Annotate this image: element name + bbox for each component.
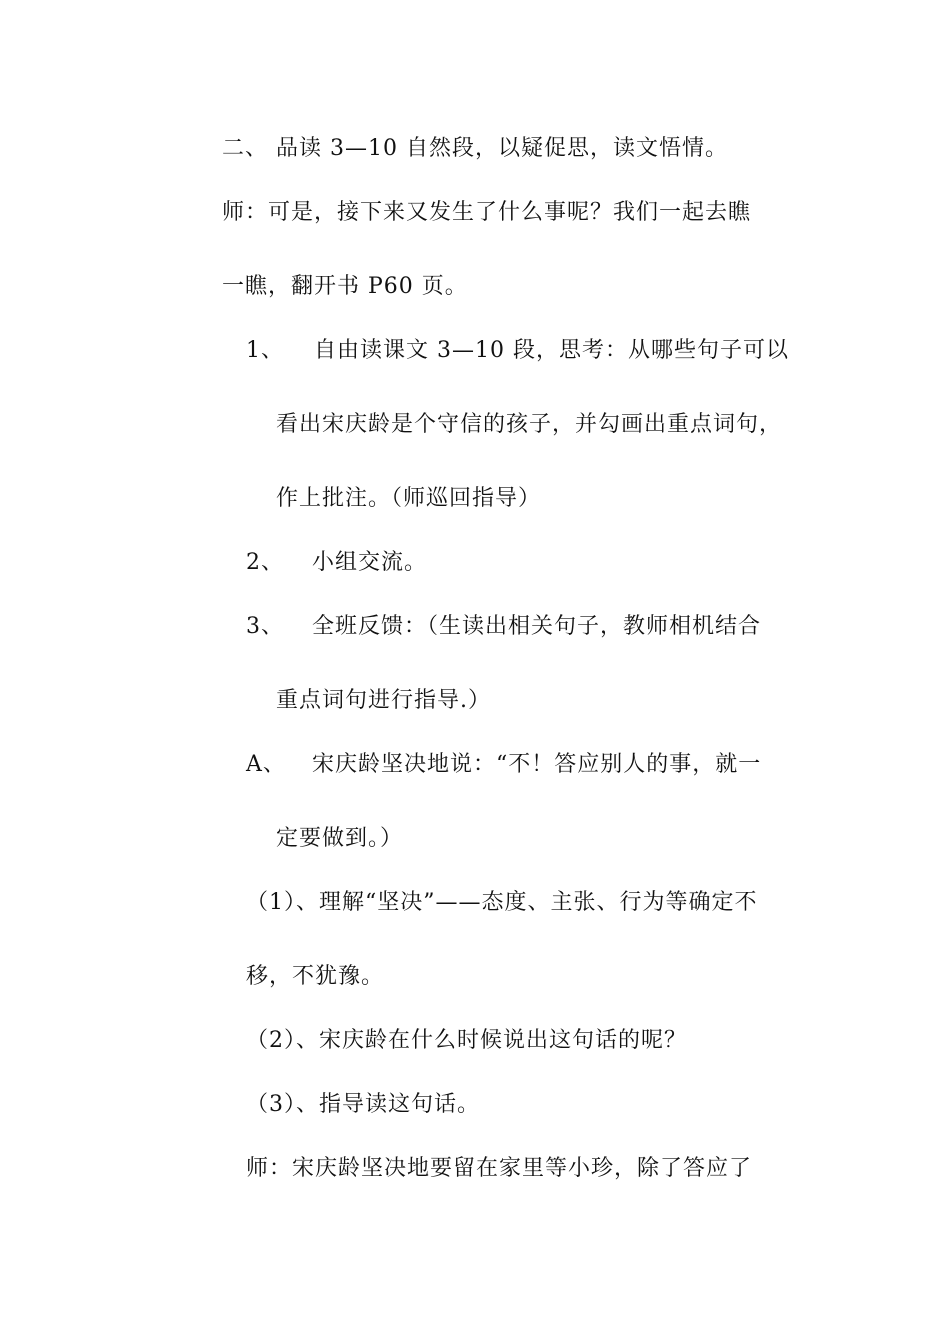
- paragraph-line: （2）、宋庆龄在什么时候说出这句话的呢？: [246, 1028, 687, 1053]
- list-item-text: 重点词句进行指导.）: [276, 688, 491, 713]
- list-number: A、: [246, 752, 286, 777]
- list-item-text: 自由读课文 3—10 段，思考：从哪些句子可以: [314, 338, 789, 363]
- paragraph-line: 移，不犹豫。: [246, 964, 385, 989]
- list-item-text: 全班反馈：（生读出相关句子，教师相机结合: [312, 614, 762, 639]
- paragraph-line: 一瞧，翻开书 P60 页。: [222, 274, 468, 299]
- paragraph-line: 师：宋庆龄坚决地要留在家里等小珍，除了答应了: [246, 1156, 753, 1181]
- list-number: 2、: [246, 550, 284, 575]
- paragraph-line: 师：可是，接下来又发生了什么事呢？我们一起去瞧: [222, 200, 752, 225]
- paragraph-line: （3）、指导读这句话。: [246, 1092, 480, 1117]
- list-item-text: 作上批注。（师巡回指导）: [276, 486, 542, 511]
- list-item-text: 宋庆龄坚决地说：“不！答应别人的事，就一: [312, 752, 762, 777]
- list-item-text: 定要做到。）: [276, 826, 404, 851]
- paragraph-line: （1）、理解“坚决”——态度、主张、行为等确定不: [246, 890, 758, 915]
- list-item-text: 小组交流。: [312, 550, 428, 575]
- list-item-text: 看出宋庆龄是个守信的孩子，并勾画出重点词句，: [276, 412, 783, 437]
- list-number: 1、: [246, 338, 284, 363]
- list-number: 3、: [246, 614, 284, 639]
- section-heading: 二、 品读 3—10 自然段，以疑促思，读文悟情。: [222, 136, 728, 161]
